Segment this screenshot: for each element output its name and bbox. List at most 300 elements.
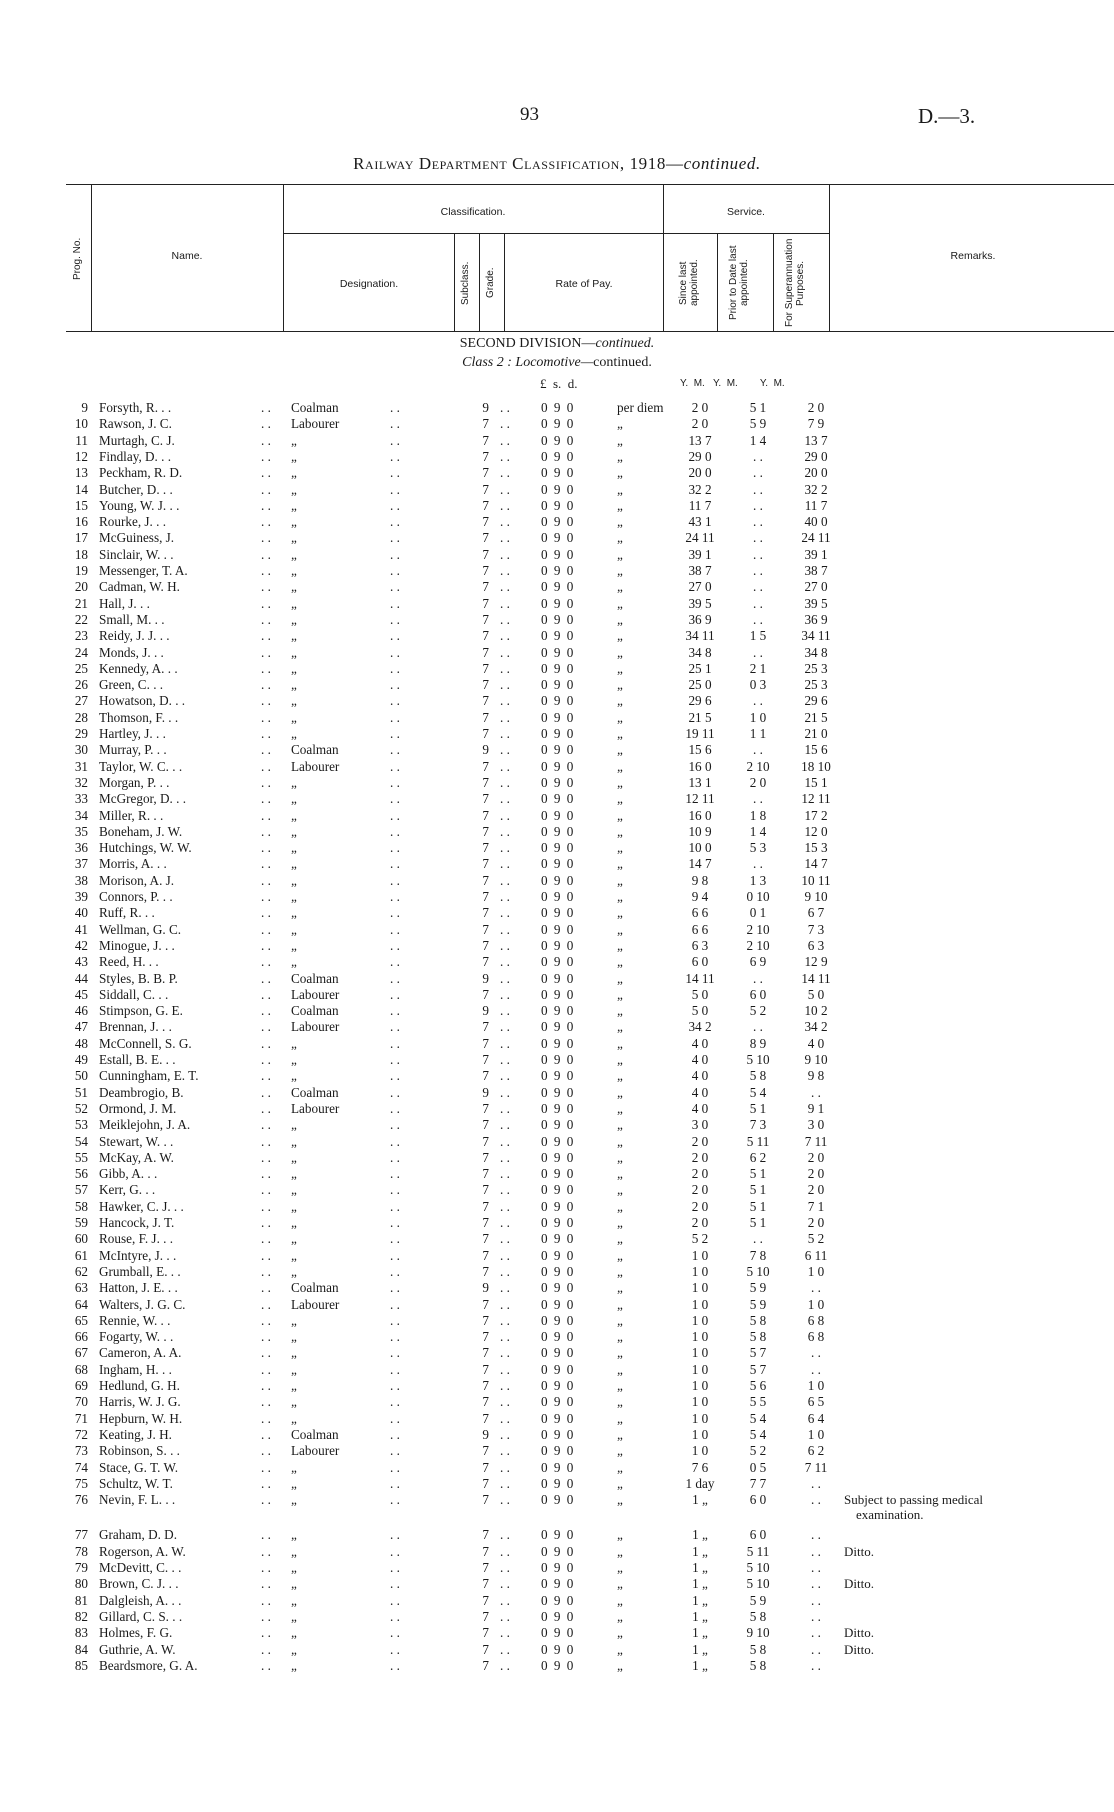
pay-period: „ [617,1068,623,1084]
service-prior: 1 3 [749,872,767,888]
leader-dots: . . [261,726,271,741]
leader-dots-2: . . [390,872,400,888]
leader-dots: . . [261,497,271,513]
rate-of-pay: 0 9 0 [541,1215,574,1230]
subclass: 7 [482,823,489,839]
service-prior: 2 0 [749,774,767,790]
service-since-last: 1 0 [691,1378,709,1393]
rate-of-pay: 0 9 0 [541,693,574,709]
leader-dots: . . [261,1149,271,1165]
document-code: D.—3. [918,104,976,128]
designation: „ [291,1231,297,1247]
employee-name: Rennie, W. . . [99,1312,171,1328]
designation: Coalman [291,1426,339,1442]
prog-no: 29 [74,726,88,741]
table-row [0,1248,1114,1264]
designation: „ [291,1576,297,1592]
leader-dots: . . [261,660,271,676]
service-prior: 1 4 [749,432,767,448]
table-row [0,742,1114,758]
rate-of-pay: 0 9 0 [541,1345,574,1361]
leader-dots-2: . . [390,579,400,595]
service-superannuation: 6 11 [804,1247,828,1263]
rate-of-pay: 0 9 0 [541,1117,574,1133]
service-superannuation: 12 0 [804,823,828,839]
prog-no: 19 [74,563,88,578]
leader-dots-2: . . [390,823,400,839]
subclass: 7 [482,677,489,693]
subclass: 7 [482,1345,489,1361]
header-bottom-rule [66,331,1114,332]
leader-dots: . . [261,758,271,774]
leader-dots-3: . . [500,1426,510,1442]
leader-dots-2: . . [390,644,400,660]
employee-name: Meiklejohn, J. A. [99,1117,191,1133]
employee-name: Ormond, J. M. [99,1100,177,1116]
employee-name: Brennan, J. . . [99,1019,172,1035]
subclass: 7 [482,1035,489,1051]
service-since-last: 29 6 [688,693,712,709]
rate-of-pay: 0 9 0 [541,709,574,725]
leader-dots-3: . . [500,774,510,790]
rate-of-pay: 0 9 0 [541,1560,574,1575]
subclass: 7 [482,1149,489,1165]
service-prior: 5 8 [749,1329,767,1345]
table-row [0,1492,1114,1508]
leader-dots-3: . . [500,840,510,856]
rate-of-pay: 0 9 0 [541,954,574,970]
leader-dots-3: . . [500,1443,510,1459]
rule-v5 [454,233,455,332]
class-label: Class 2 : [462,355,512,370]
subclass: 7 [482,840,489,856]
leader-dots-3: . . [500,937,510,953]
title-suffix: continued. [683,154,761,173]
leader-dots-2: . . [390,1576,400,1592]
service-prior: 5 1 [749,1166,767,1182]
service-prior: 2 10 [746,758,770,774]
table-row [0,905,1114,921]
leader-dots-3: . . [500,954,510,970]
rate-of-pay: 0 9 0 [541,1263,574,1279]
service-superannuation: . . [811,1543,821,1559]
leader-dots-3: . . [500,1576,510,1592]
subclass: 7 [482,1117,489,1133]
subclass: 7 [482,1019,489,1035]
prog-no: 12 [74,448,88,464]
pay-period: „ [617,872,623,888]
prog-no: 39 [74,889,88,904]
designation: „ [291,823,297,839]
rate-of-pay: 0 9 0 [541,1035,574,1051]
leader-dots: . . [261,546,271,562]
leader-dots-2: . . [390,1084,400,1100]
pay-period: „ [617,1459,623,1475]
service-superannuation: 34 8 [804,644,828,660]
rate-of-pay: 0 9 0 [541,1625,574,1641]
service-superannuation: . . [811,1576,821,1592]
service-prior: 5 10 [746,1052,770,1067]
leader-dots-3: . . [500,1410,510,1426]
service-superannuation: 24 11 [801,530,831,546]
table-row [0,1609,1114,1625]
service-prior: 7 3 [749,1117,767,1133]
service-superannuation: 25 3 [804,677,828,693]
page-title [0,154,1114,174]
leader-dots: . . [261,628,271,644]
leader-dots-3: . . [500,1215,510,1230]
leader-dots: . . [261,823,271,839]
pay-period: „ [617,1166,623,1182]
employee-name: Nevin, F. L. . . [99,1492,176,1508]
service-since-last: 5 0 [691,1003,709,1019]
service-prior: . . [753,791,763,807]
rate-of-pay: 0 9 0 [541,1052,574,1067]
rate-of-pay: 0 9 0 [541,1527,574,1543]
service-superannuation: 6 8 [807,1329,825,1345]
leader-dots-3: . . [500,1361,510,1377]
service-prior: 2 10 [746,937,770,953]
employee-name: McGuiness, J. [99,530,175,546]
rate-of-pay: 0 9 0 [541,1068,574,1084]
employee-name: Estall, B. E. . . [99,1052,176,1067]
table-row [0,1134,1114,1150]
designation: „ [291,1198,297,1214]
service-since-last: 1 „ [692,1560,708,1575]
service-superannuation: 2 0 [807,1166,825,1182]
service-since-last: 2 0 [691,1149,709,1165]
leader-dots-2: . . [390,514,400,530]
service-since-last: 16 0 [688,758,712,774]
service-prior: 5 1 [749,1215,767,1230]
leader-dots-3: . . [500,1475,510,1491]
service-superannuation: 21 0 [804,726,828,741]
subclass: 9 [482,1084,489,1100]
prog-no: 64 [74,1296,88,1312]
leader-dots-3: . . [500,1543,510,1559]
service-prior: 6 2 [749,1149,767,1165]
table-row [0,1394,1114,1410]
leader-dots: . . [261,1019,271,1035]
pay-period: „ [617,1182,623,1198]
rate-of-pay: 0 9 0 [541,1543,574,1559]
table-row [0,1560,1114,1576]
employee-name: Guthrie, A. W. [99,1641,176,1657]
prog-no: 72 [74,1426,88,1442]
leader-dots-3: . . [500,1608,510,1624]
subclass: 7 [482,1475,489,1491]
designation: „ [291,1052,297,1067]
leader-dots-2: . . [390,1443,400,1459]
employee-name: Murtagh, C. J. [99,432,175,448]
table-row [0,873,1114,889]
leader-dots: . . [261,872,271,888]
employee-name: Reidy, J. J. . . [99,628,170,644]
pay-period: „ [617,1576,623,1592]
leader-dots: . . [261,970,271,986]
service-since-last: 1 0 [691,1361,709,1377]
pay-period: „ [617,563,623,578]
rate-of-pay: 0 9 0 [541,807,574,823]
leader-dots-3: . . [500,693,510,709]
table-row [0,1052,1114,1068]
subclass: 7 [482,1296,489,1312]
leader-dots-3: . . [500,1035,510,1051]
leader-dots: . . [261,1296,271,1312]
service-superannuation: 21 5 [804,709,828,725]
leader-dots-3: . . [500,872,510,888]
leader-dots-2: . . [390,628,400,644]
service-superannuation: 9 1 [807,1100,825,1116]
designation: „ [291,774,297,790]
leader-dots-2: . . [390,1329,400,1345]
leader-dots: . . [261,889,271,904]
prog-no: 53 [74,1117,88,1133]
leader-dots-3: . . [500,628,510,644]
table-row [0,1642,1114,1658]
leader-dots: . . [261,416,271,432]
service-prior: 5 2 [749,1003,767,1019]
prog-no: 41 [74,921,88,937]
pay-period: „ [617,660,623,676]
rate-of-pay: 0 9 0 [541,774,574,790]
table-row [0,775,1114,791]
prog-no: 27 [74,693,88,709]
designation: „ [291,465,297,481]
prog-no: 63 [74,1280,88,1296]
table-row [0,530,1114,546]
subclass: 7 [482,1576,489,1592]
designation: „ [291,1378,297,1393]
designation: Labourer [291,1019,340,1035]
designation: Coalman [291,1084,339,1100]
prog-no: 66 [74,1329,88,1345]
leader-dots: . . [261,514,271,530]
leader-dots-3: . . [500,1003,510,1019]
employee-name: Ruff, R. . . [99,905,155,921]
pay-period: „ [617,954,623,970]
leader-dots-2: . . [390,1361,400,1377]
service-superannuation: 6 2 [807,1443,825,1459]
rate-of-pay: 0 9 0 [541,856,574,872]
prog-no: 11 [75,432,88,448]
pay-period: „ [617,546,623,562]
service-since-last: 6 3 [691,937,709,953]
service-since-last: 12 11 [685,791,715,807]
employee-name: Schultz, W. T. [99,1475,173,1491]
pay-period: „ [617,1247,623,1263]
leader-dots-3: . . [500,448,510,464]
subclass: 7 [482,628,489,644]
leader-dots-2: . . [390,1280,400,1296]
rate-of-pay: 0 9 0 [541,1280,574,1296]
service-since-last: 9 4 [691,889,709,904]
prog-no: 42 [74,937,88,953]
table-row [0,1427,1114,1443]
subclass: 7 [482,1133,489,1149]
service-superannuation: 15 6 [804,742,828,758]
leader-dots-2: . . [390,1641,400,1657]
service-prior: . . [753,514,763,530]
leader-dots-3: . . [500,644,510,660]
subclass: 7 [482,1560,489,1575]
service-superannuation: 5 0 [807,986,825,1002]
pay-period: „ [617,905,623,921]
subclass: 7 [482,1543,489,1559]
service-superannuation: 2 0 [807,1182,825,1198]
leader-dots-2: . . [390,742,400,758]
leader-dots-3: . . [500,970,510,986]
rate-of-pay: 0 9 0 [541,1361,574,1377]
leader-dots: . . [261,807,271,823]
leader-dots-2: . . [390,889,400,904]
service-since-last: 34 8 [688,644,712,660]
subclass: 7 [482,856,489,872]
designation: „ [291,807,297,823]
leader-dots: . . [261,1592,271,1608]
table-row [0,1150,1114,1166]
leader-dots-2: . . [390,595,400,611]
prog-no: 32 [74,774,88,790]
service-since-last: 6 6 [691,921,709,937]
service-since-last: 43 1 [688,514,712,530]
service-prior: . . [753,497,763,513]
leader-dots-3: . . [500,530,510,546]
subclass: 7 [482,921,489,937]
table-row [0,433,1114,449]
table-row [0,1182,1114,1198]
service-since-last: 6 0 [691,954,709,970]
service-since-last: 5 0 [691,986,709,1002]
leader-dots-3: . . [500,1592,510,1608]
service-superannuation: 2 0 [807,1215,825,1230]
table-row [0,710,1114,726]
designation: „ [291,791,297,807]
leader-dots-2: . . [390,1215,400,1230]
subclass: 7 [482,1625,489,1641]
service-superannuation: . . [811,1084,821,1100]
employee-name: Rawson, J. C. [99,416,172,432]
designation: „ [291,709,297,725]
leader-dots-3: . . [500,1560,510,1575]
title-main: Railway Department Classification, 1918— [353,154,684,173]
designation: „ [291,497,297,513]
subclass: 9 [482,1280,489,1296]
rate-of-pay: 0 9 0 [541,1426,574,1442]
table-row [0,954,1114,970]
leader-dots-2: . . [390,1263,400,1279]
service-since-last: 2 0 [691,400,709,415]
employee-name: Siddall, C. . . [99,986,169,1002]
leader-dots-3: . . [500,1149,510,1165]
service-superannuation: 32 2 [804,481,828,497]
leader-dots-3: . . [500,709,510,725]
leader-dots-2: . . [390,1231,400,1247]
prog-no: 44 [74,970,88,986]
subclass: 7 [482,986,489,1002]
division-cont: continued. [595,336,655,351]
prog-no: 74 [74,1459,88,1475]
service-since-last: 1 0 [691,1410,709,1426]
pay-period: „ [617,1198,623,1214]
service-since-last: 2 0 [691,416,709,432]
leader-dots-2: . . [390,1608,400,1624]
leader-dots-3: . . [500,905,510,921]
designation: „ [291,1133,297,1149]
service-since-last: 1 „ [692,1657,708,1673]
rate-of-pay: 0 9 0 [541,1492,574,1508]
rate-of-pay: 0 9 0 [541,1084,574,1100]
leader-dots: . . [261,742,271,758]
service-prior: 5 7 [749,1361,767,1377]
leader-dots: . . [261,1608,271,1624]
leader-dots: . . [261,481,271,497]
prog-no: 75 [74,1475,88,1491]
pay-period: „ [617,856,623,872]
leader-dots-3: . . [500,1052,510,1067]
prog-no: 26 [74,677,88,693]
leader-dots: . . [261,432,271,448]
designation: „ [291,1345,297,1361]
pay-period: „ [617,1410,623,1426]
designation: „ [291,693,297,709]
service-superannuation: . . [811,1361,821,1377]
table-row [0,1625,1114,1641]
employee-name: Young, W. J. . . [99,497,180,513]
designation: Coalman [291,1280,339,1296]
pay-period: „ [617,595,623,611]
service-prior: 0 3 [749,677,767,693]
subclass: 7 [482,644,489,660]
pay-period: „ [617,579,623,595]
leader-dots-3: . . [500,497,510,513]
table-row [0,1215,1114,1231]
service-superannuation: . . [811,1492,821,1508]
header-superannuation: For Superannuation Purposes. [784,238,806,328]
service-prior: 6 0 [749,986,767,1002]
prog-no: 76 [74,1492,88,1508]
subclass: 9 [482,400,489,415]
subclass: 7 [482,595,489,611]
pay-period: per diem [617,400,664,415]
leader-dots-3: . . [500,1198,510,1214]
designation: „ [291,1475,297,1491]
service-superannuation: . . [811,1625,821,1641]
employee-name: Hatton, J. E. . . [99,1280,178,1296]
leader-dots-3: . . [500,400,510,415]
service-since-last: 7 6 [691,1459,709,1475]
service-prior: 8 9 [749,1035,767,1051]
subclass: 7 [482,497,489,513]
leader-dots-2: . . [390,563,400,578]
employee-name: Taylor, W. C. . . [99,758,183,774]
service-since-last: 1 day [685,1475,715,1491]
pay-period: „ [617,1378,623,1393]
service-since-last: 11 7 [688,497,712,513]
leader-dots-2: . . [390,774,400,790]
leader-dots-3: . . [500,563,510,578]
designation: „ [291,1329,297,1345]
rate-of-pay: 0 9 0 [541,1312,574,1328]
remarks: Ditto. [844,1641,874,1657]
leader-dots-2: . . [390,660,400,676]
service-units: Y. M. Y. M. Y. M. [680,378,785,389]
table-header [66,184,1114,332]
service-prior: 5 8 [749,1312,767,1328]
designation: „ [291,954,297,970]
service-since-last: 2 0 [691,1198,709,1214]
prog-no: 65 [74,1312,88,1328]
